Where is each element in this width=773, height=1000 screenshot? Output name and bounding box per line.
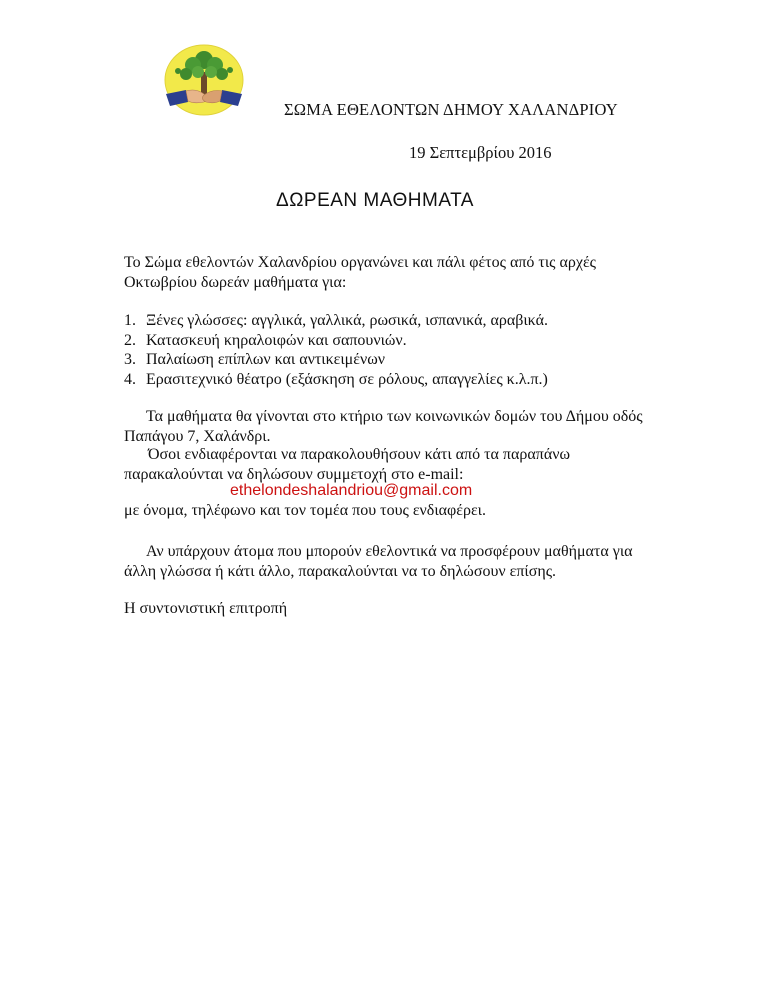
email-instructions: με όνομα, τηλέφωνο και τον τομέα που τους ενδιαφέρει. (124, 502, 486, 519)
list-item-number: 4. (124, 370, 136, 388)
list-item-number: 1. (124, 312, 136, 329)
list-item-number: 3. (124, 351, 136, 368)
volunteers-line-2: άλλη γλώσσα ή κάτι άλλο, παρακαλούνται να το δηλώσουν επίσης. (124, 562, 557, 580)
interest-line-1: Όσοι ενδιαφέρονται να παρακολουθήσουν κάτι από τα παραπάνω (148, 446, 570, 463)
list-item-text: Ξένες γλώσσες: αγγλικά, γαλλικά, ρωσικά, ισπανικά, αραβικά. (146, 312, 548, 329)
organization-logo (164, 44, 244, 116)
list-item (124, 311, 548, 331)
course-list (124, 311, 548, 389)
document-date: 19 Σεπτεμβρίου 2016 (409, 143, 552, 162)
list-item-text: Ερασιτεχνικό θέατρο (εξάσκηση σε ρόλους, απαγγελίες κ.λ.π.) (146, 370, 548, 388)
signature: Η συντονιστική επιτροπή (124, 600, 288, 617)
intro-line-2: Οκτωβρίου δωρεάν μαθήματα για: (124, 273, 347, 291)
list-item-number: 2. (124, 331, 136, 349)
location-paragraph (124, 407, 643, 446)
interest-line-2: παρακαλούνται να δηλώσουν συμμετοχή στο e-mail: (124, 465, 464, 483)
location-line-2: Παπάγου 7, Χαλάνδρι. (124, 427, 271, 445)
location-line-1: Τα μαθήματα θα γίνονται στο κτήριο των κοινωνικών δομών του Δήμου οδός (146, 408, 643, 425)
email-link[interactable]: ethelondeshalandriou@gmail.com (230, 482, 473, 499)
volunteers-line-1: Αν υπάρχουν άτομα που μπορούν εθελοντικά να προσφέρουν μαθήματα για (146, 543, 633, 560)
intro-paragraph (124, 253, 596, 292)
list-item-text: Παλαίωση επίπλων και αντικειμένων (146, 351, 385, 368)
tree-handshake-logo-icon (164, 44, 244, 116)
volunteers-paragraph (124, 542, 633, 581)
list-item-text: Κατασκευή κηραλοιφών και σαπουνιών. (146, 331, 407, 349)
list-item (124, 350, 548, 370)
organization-name: ΣΩΜΑ ΕΘΕΛΟΝΤΩΝ ΔΗΜΟΥ ΧΑΛΑΝΔΡΙΟΥ (284, 100, 618, 119)
list-item (124, 331, 548, 351)
list-item (124, 370, 548, 390)
page-title: ΔΩΡΕΑΝ ΜΑΘΗΜΑΤΑ (276, 190, 474, 211)
intro-line-1: Το Σώμα εθελοντών Χαλανδρίου οργανώνει και πάλι φέτος από τις αρχές (124, 254, 596, 271)
interest-paragraph (124, 445, 570, 484)
